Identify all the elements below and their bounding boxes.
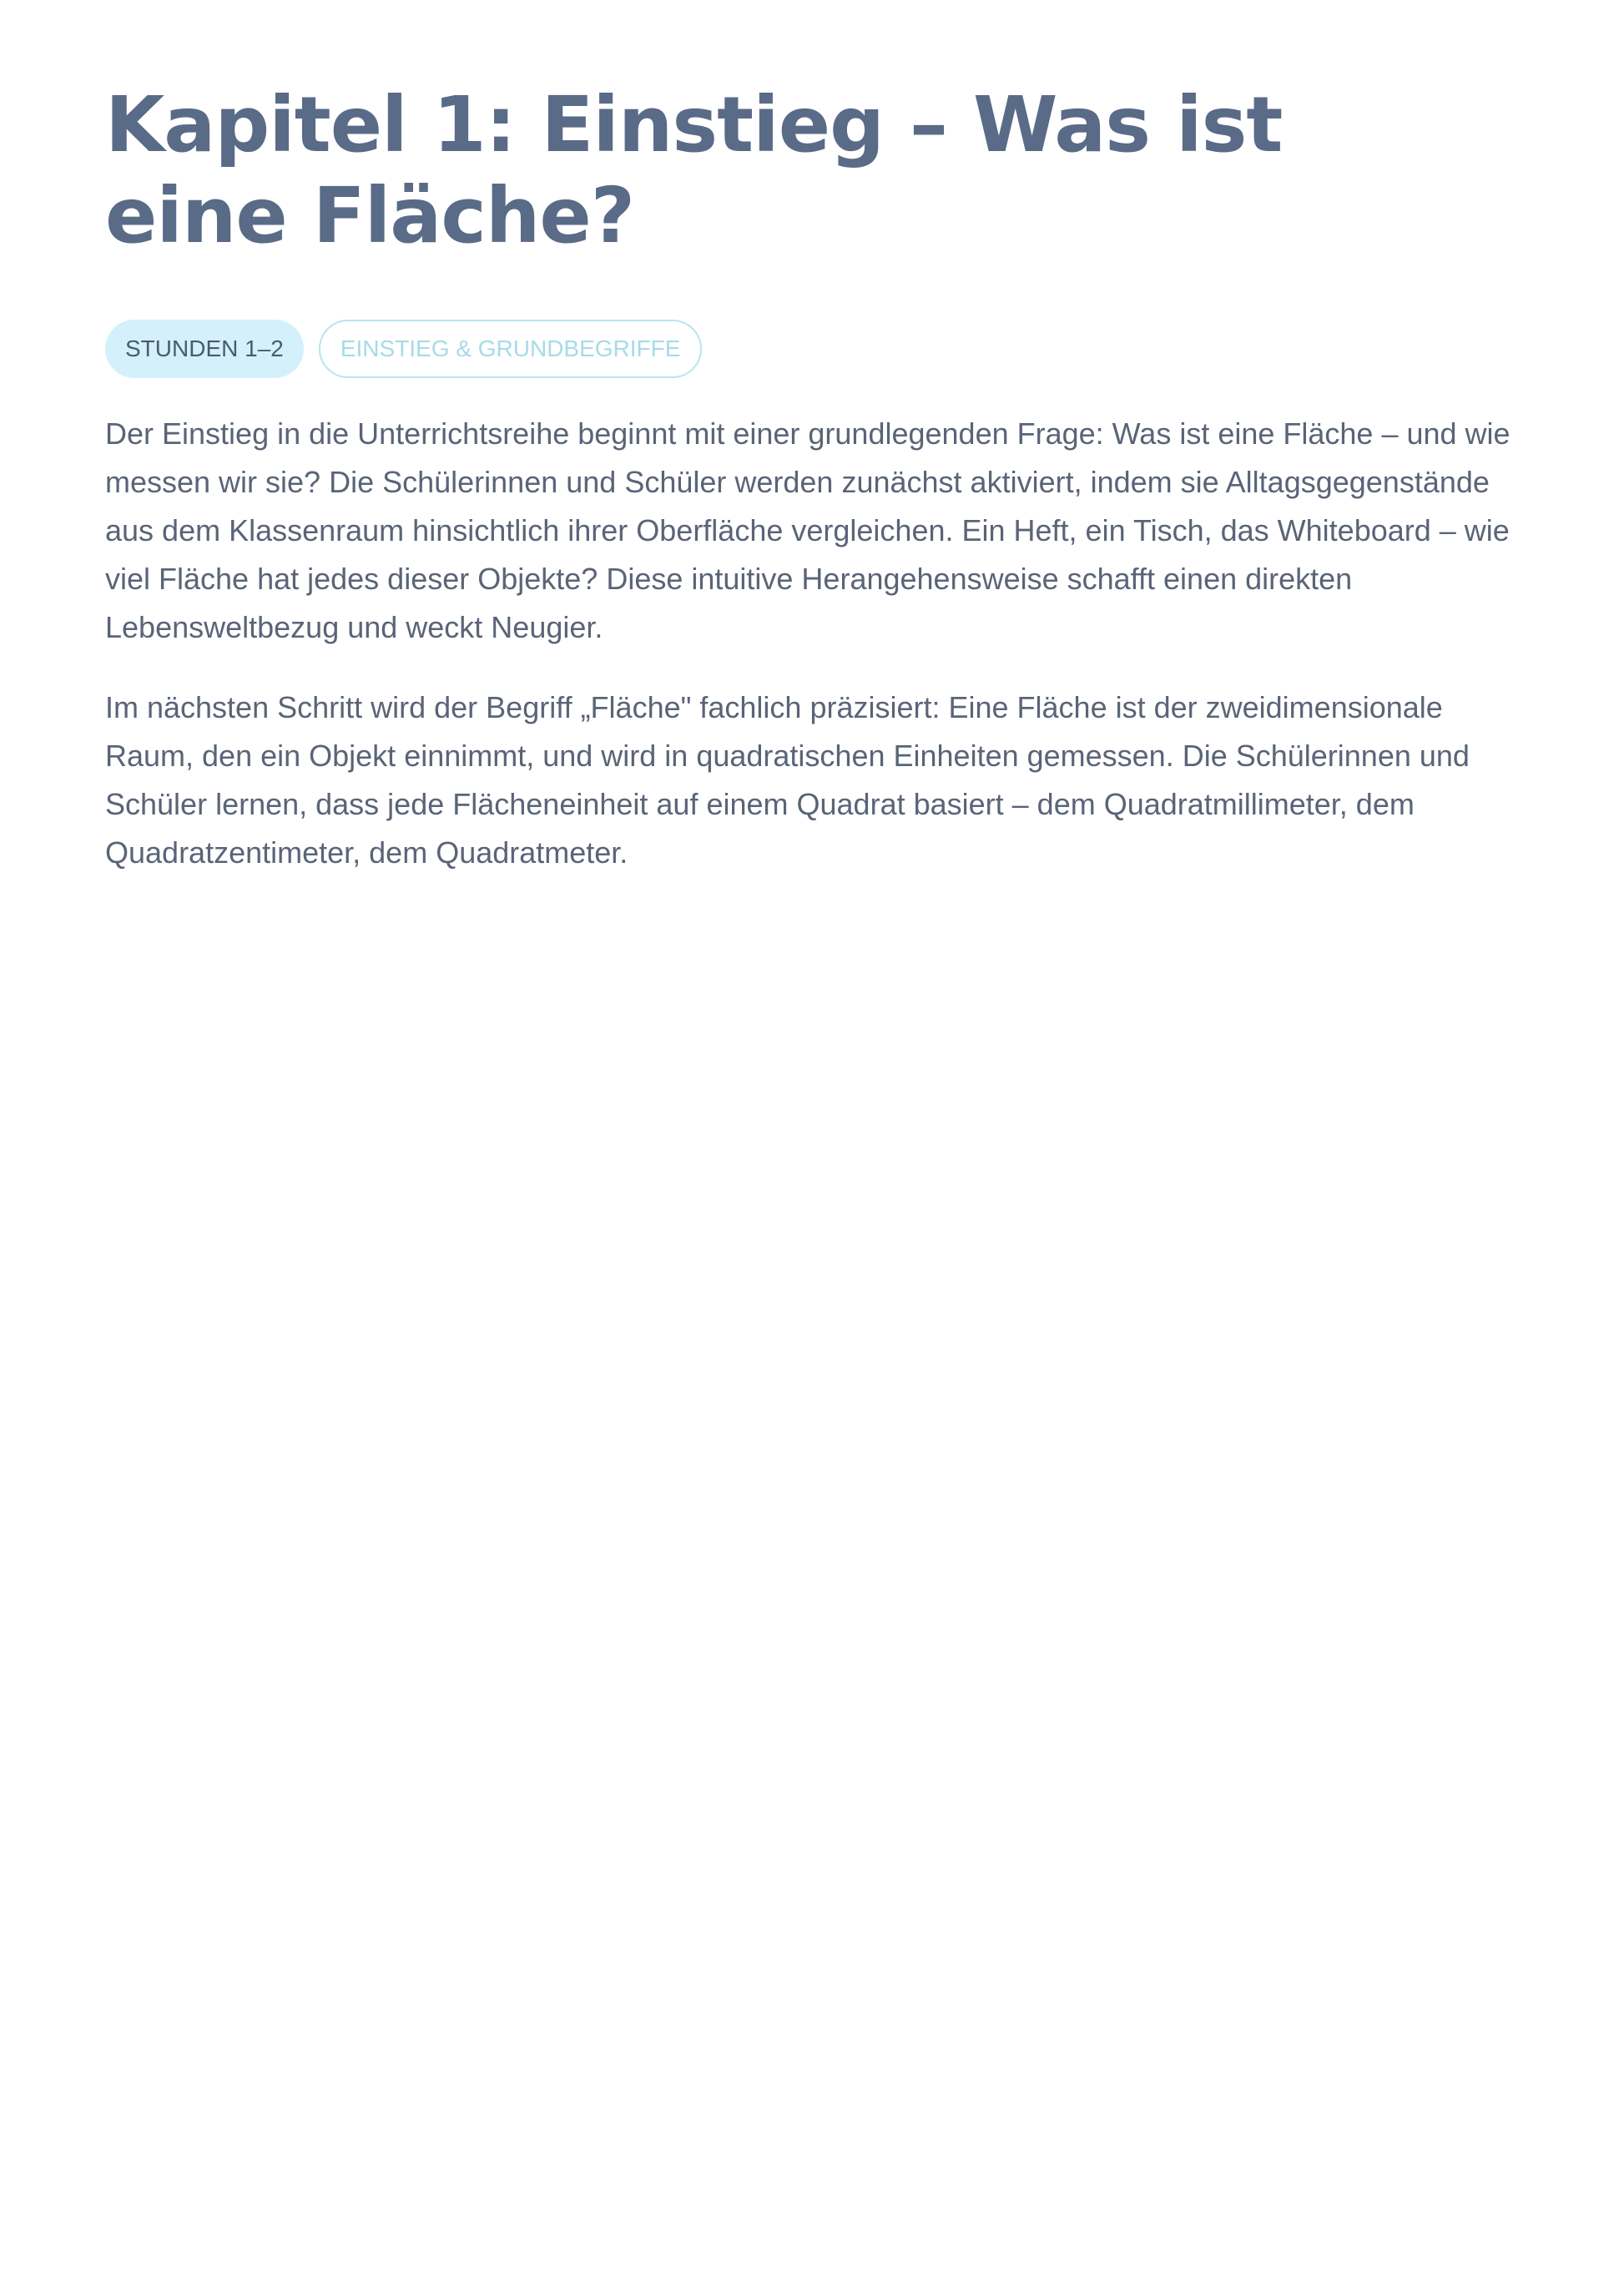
tag-lessons: STUNDEN 1–2 <box>105 320 304 378</box>
tag-list <box>105 320 1524 378</box>
paragraph-intro: Der Einstieg in die Unterrichtsreihe beginnt mit einer grundlegenden Frage: Was ist eine Fläche – und wie messen wir sie? Die Schülerinnen und Schüler werden zunächst aktiviert, indem sie Alltagsgegenstände aus dem Klassenraum hinsichtlich ihrer Oberfläche vergleichen. Ein Heft, ein Tisch, das Whiteboard – wie viel Fläche hat jedes dieser Objekte? Diese intuitive Herangehensweise schafft einen direkten Lebensweltbezug und weckt Neugier. <box>105 416 1511 645</box>
tag-topic: EINSTIEG & GRUNDBEGRIFFE <box>319 320 703 378</box>
paragraph-definition: Im nächsten Schritt wird der Begriff „Fläche" fachlich präzisiert: Eine Fläche ist der zweidimensionale Raum, den ein Objekt einnimmt, und wird in quadratischen Einheiten gemessen. Die Schülerinnen und Schüler lernen, dass jede Flächeneinheit auf einem Quadrat basiert – dem Quadratmillimeter, dem Quadratzentimeter, dem Quadratmeter. <box>105 690 1470 870</box>
chapter-content <box>105 410 1524 877</box>
document-page <box>105 80 1524 909</box>
chapter-title: Kapitel 1: Einstieg – Was ist eine Fläche? <box>105 80 1283 260</box>
